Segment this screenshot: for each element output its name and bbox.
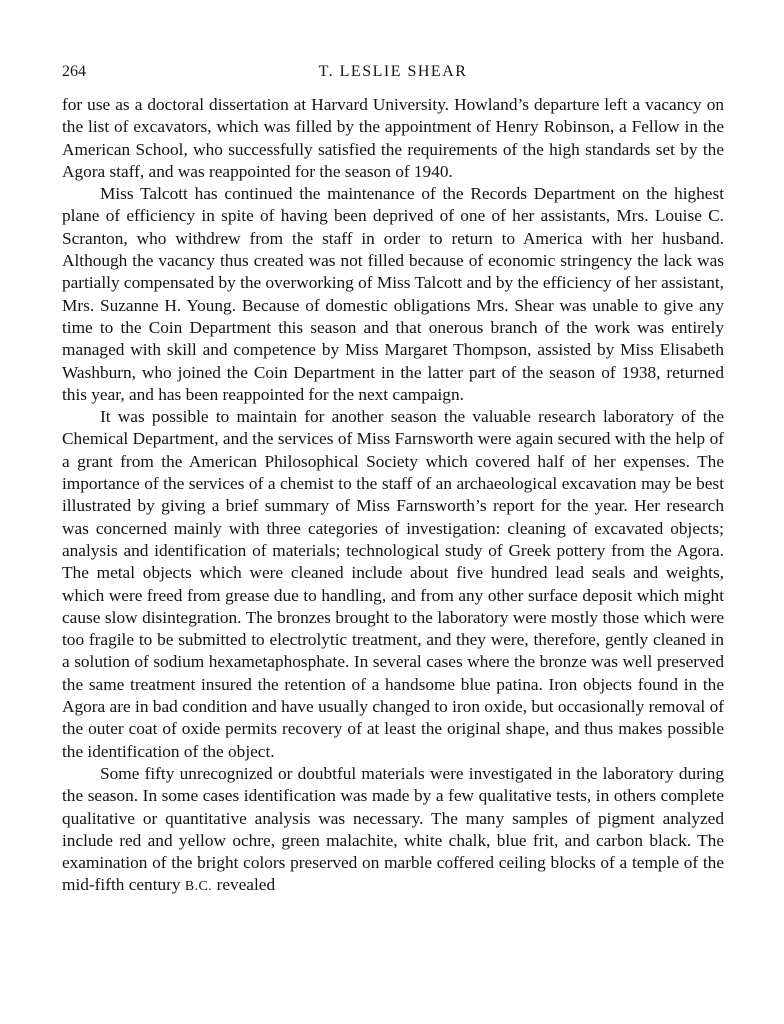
page-number: 264	[62, 63, 86, 80]
paragraph-materials-investigated	[62, 763, 724, 898]
running-head: T. LESLIE SHEAR	[318, 63, 468, 80]
last-word: revealed	[216, 875, 276, 895]
paragraph-continuation: for use as a doctoral dissertation at Harvard University. Howland’s departure left a vacancy on the list of excavators, which was filled by the appointment of Henry Robinson, a Fellow in the American School, who successfully satisfied the requirements of the high standards set by the Agora staff, and was reappointed for the season of 1940.	[62, 95, 724, 181]
paragraph-records-department: Miss Talcott has continued the maintenance of the Records Department on the highest plane of efficiency in spite of having been deprived of one of her assistants, Mrs. Louise C. Scranton, who withdrew from the staff in order to return to America with her husband. Although the vacancy thus created was not filled because of economic stringency the lack was partially compensated by the overworking of Miss Talcott and by the efficiency of her assistant, Mrs. Suzanne H. Young. Because of domestic obligations Mrs. Shear was unable to give any time to the Coin Department this season and that onerous branch of the work was entirely managed with skill and competence by Miss Margaret Thompson, assisted by Miss Elisabeth Washburn, who joined the Coin Department in the latter part of the season of 1938, returned this year, and has been reappointed for the next campaign.	[62, 184, 724, 404]
body-text	[62, 94, 724, 898]
paragraph-materials-text: Some fifty unrecognized or doubtful materials were investigated in the laboratory during the season. In some cases identification was made by a few qualitative tests, in others complete qualitative or quantitative analysis was necessary. The many samples of pigment analyzed include red and yellow ochre, green malachite, white chalk, blue frit, and carbon black. The examination of the bright colors preserved on marble coffered ceiling blocks of a temple of the mid-fifth century	[62, 763, 724, 895]
document-page	[62, 60, 724, 898]
paragraph-chemical-department: It was possible to maintain for another season the valuable research laboratory of the Chemical Department, and the services of Miss Farnsworth were again secured with the help of a grant from the American Philosophical Society which covered half of her expenses. The importance of the services of a chemist to the staff of an archaeological excavation may be best illustrated by giving a brief summary of Miss Farnsworth’s report for the year. Her research was concerned mainly with three categories of investigation: cleaning of excavated objects; analysis and identification of materials; technological study of Greek pottery from the Agora. The metal objects which were cleaned include about five hundred lead seals and weights, which were freed from grease due to handling, and from any other surface deposit which might cause slow disintegration. The bronzes brought to the laboratory were mostly those which were too fragile to be submitted to electrolytic treatment, and they were, therefore, gently cleaned in a solution of sodium hexametaphosphate. In several cases where the bronze was well preserved the same treatment insured the retention of a handsome blue patina. Iron objects found in the Agora are in bad condition and have usually changed to iron oxide, but occasionally removal of the outer coat of oxide permits recovery of at least the original shape, and thus makes possible the identification of the object.	[62, 407, 724, 761]
page-header	[62, 60, 724, 84]
era-abbreviation: B.C.	[184, 878, 213, 894]
